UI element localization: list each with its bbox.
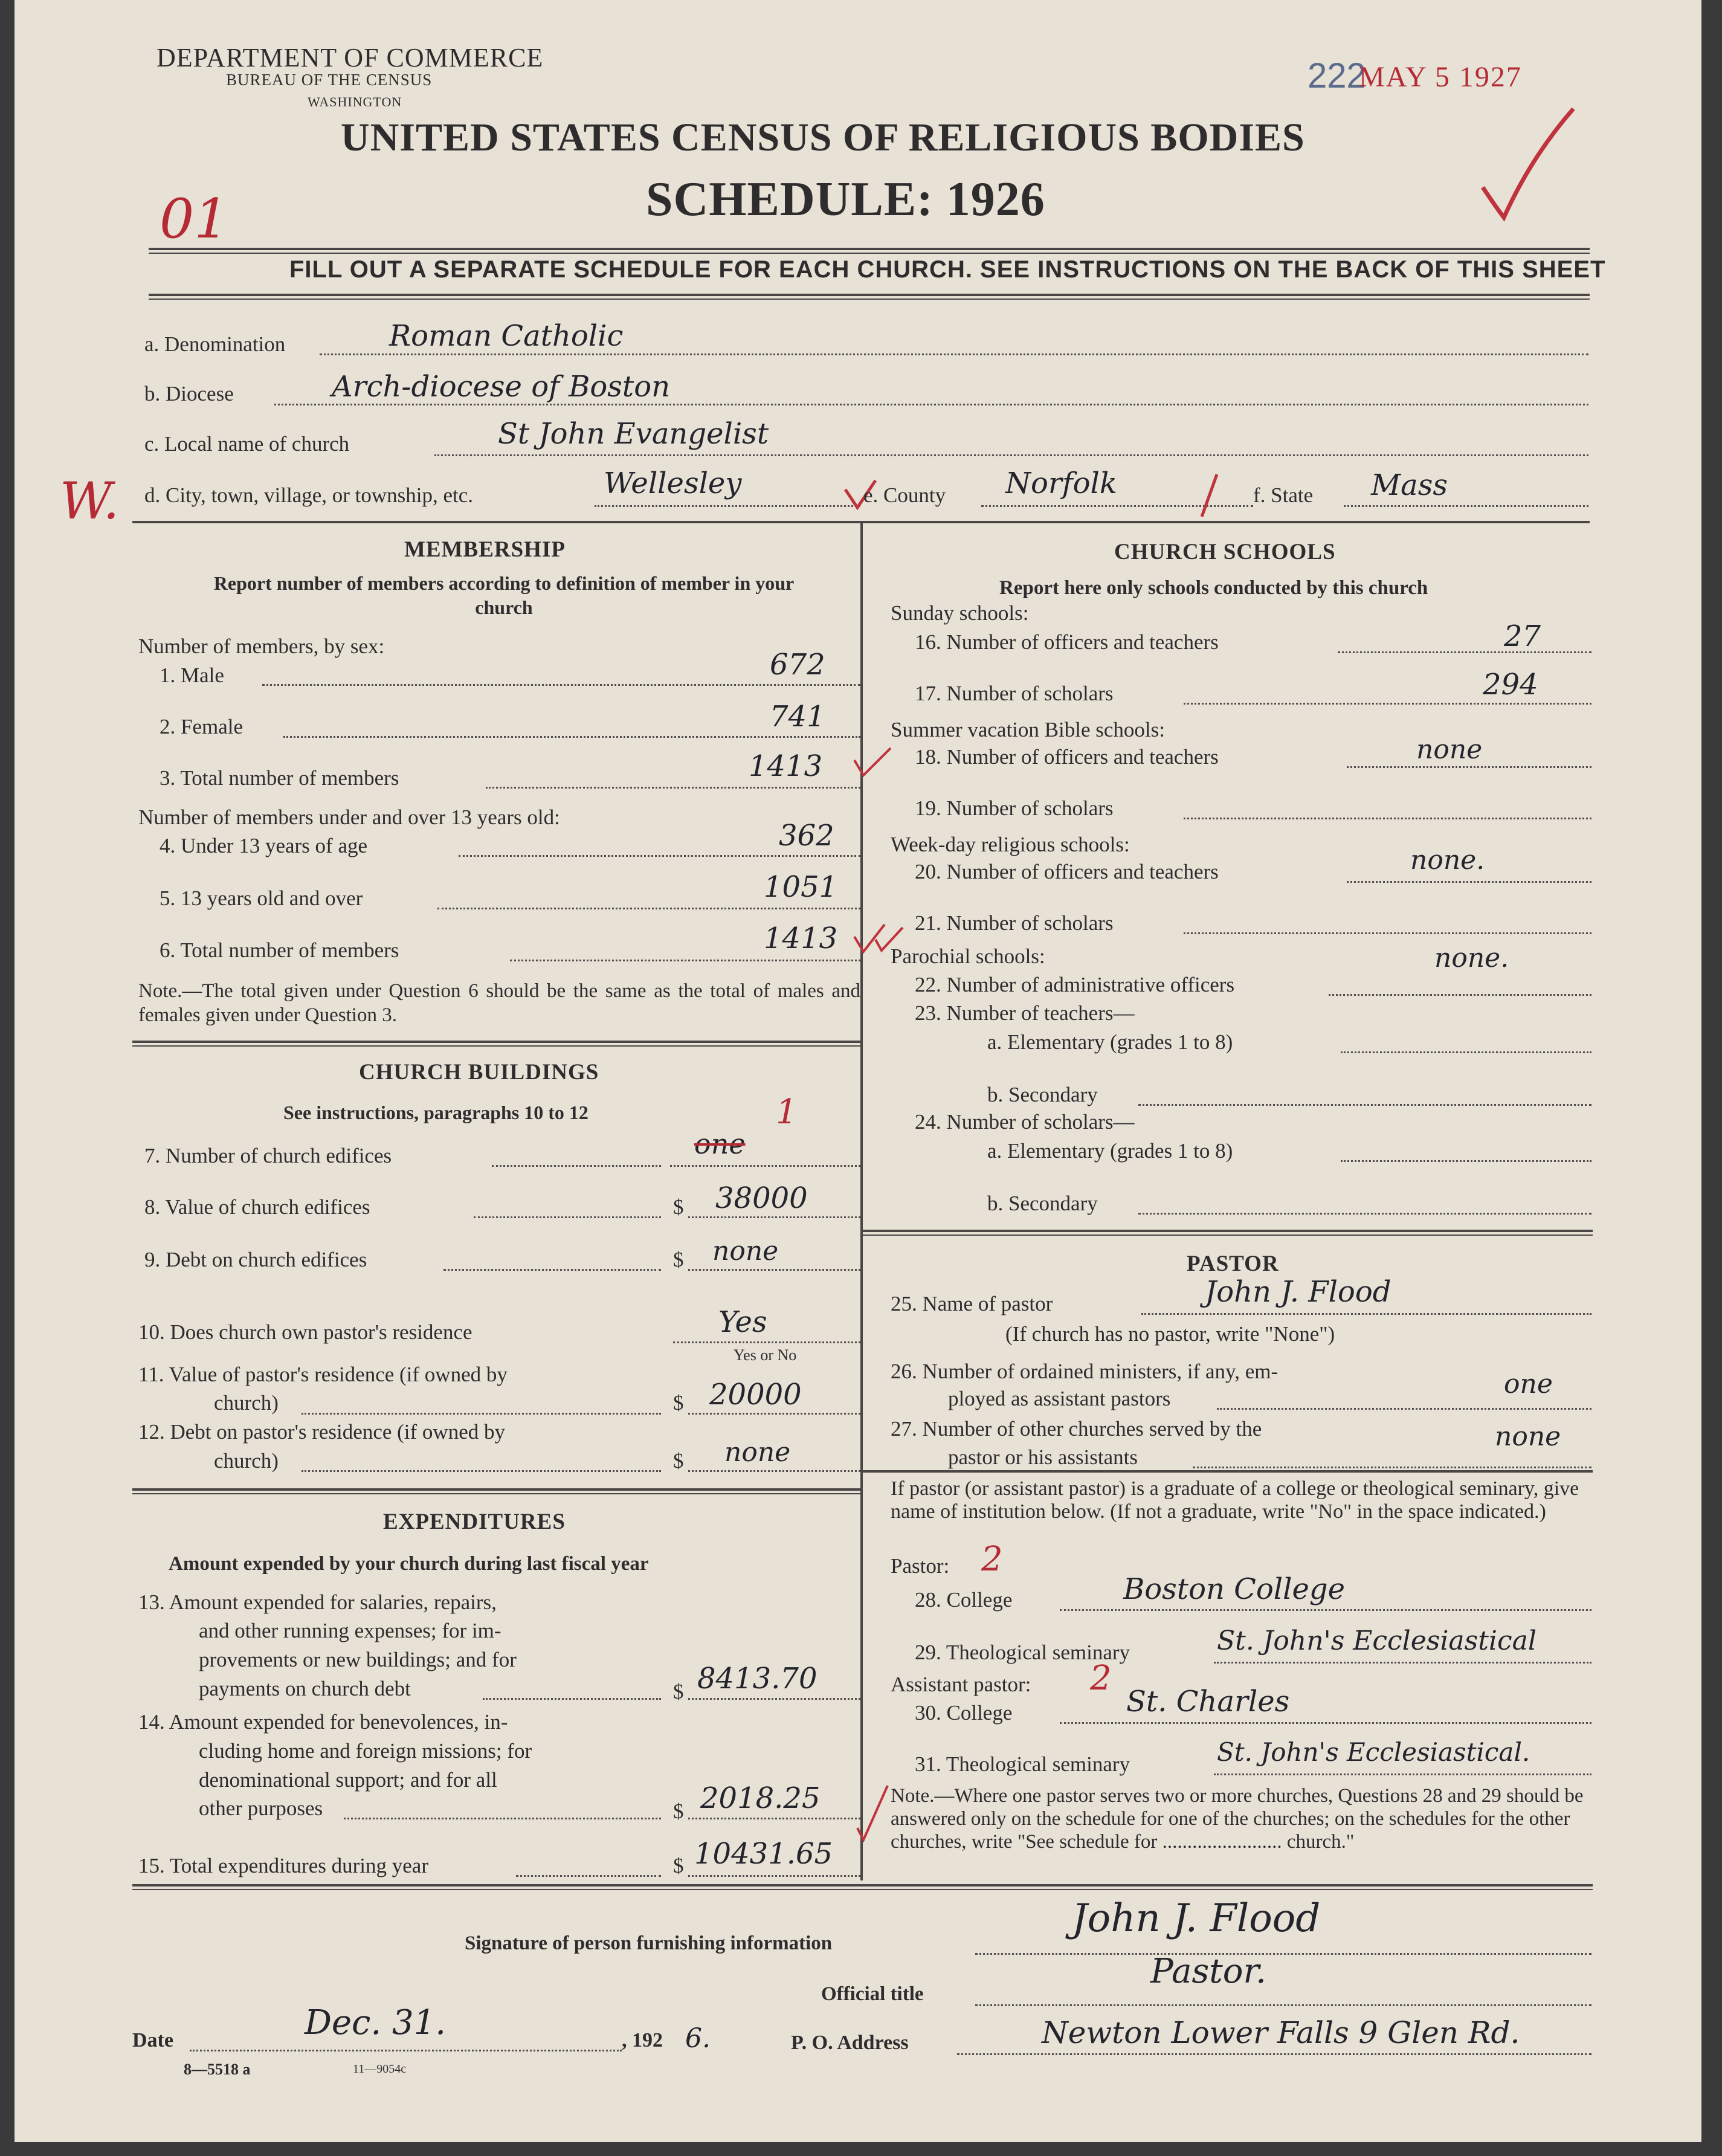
census-schedule-sheet — [15, 0, 1701, 2142]
q13-label-line4: payments on church debt — [199, 1677, 411, 1700]
signature-value[interactable]: John J. Flood — [1072, 1896, 1321, 1941]
q25-value[interactable]: John J. Flood — [1205, 1275, 1391, 1309]
q13-label-line3: provements or new buildings; and for — [199, 1648, 517, 1671]
bureau-heading: BUREAU OF THE CENSUS — [226, 71, 433, 89]
q8-value[interactable]: 38000 — [715, 1181, 808, 1215]
q18-value[interactable]: none — [1416, 734, 1483, 765]
q13-label-line1: 13. Amount expended for salaries, repairs, — [138, 1590, 497, 1614]
year-digit[interactable]: 6. — [685, 2023, 711, 2054]
q20-label: 20. Number of officers and teachers — [915, 860, 1219, 883]
q14-dollar: $ — [673, 1799, 684, 1823]
q14-label-line2: cluding home and foreign missions; for — [199, 1739, 532, 1763]
official-title-value[interactable]: Pastor. — [1150, 1952, 1266, 1991]
q4-value[interactable]: 362 — [779, 819, 834, 853]
membership-heading: MEMBERSHIP — [404, 537, 566, 562]
pastor-label: Pastor: — [891, 1554, 950, 1578]
q12-dollar: $ — [673, 1449, 684, 1473]
q5-label: 5. 13 years old and over — [160, 886, 363, 910]
pastor-heading: PASTOR — [1187, 1251, 1279, 1276]
age-intro-label: Number of members under and over 13 years old: — [138, 805, 560, 829]
q24-label: 24. Number of scholars— — [915, 1110, 1135, 1134]
q23-label: 23. Number of teachers— — [915, 1001, 1135, 1025]
department-heading: DEPARTMENT OF COMMERCE — [156, 43, 544, 73]
q29-label: 29. Theological seminary — [915, 1641, 1130, 1664]
print-number: 11—9054c — [353, 2062, 407, 2076]
q7-label: 7. Number of church edifices — [144, 1144, 392, 1167]
q11-label-cont: church) — [214, 1391, 279, 1415]
q17-value[interactable]: 294 — [1483, 668, 1538, 702]
q6-label: 6. Total number of members — [160, 938, 399, 962]
q14-label-line4: other purposes — [199, 1796, 323, 1820]
pastor-mark: 2 — [981, 1540, 1003, 1579]
assistant-pastor-mark: 2 — [1090, 1659, 1112, 1698]
q12-label-cont: church) — [214, 1449, 279, 1473]
city-value[interactable]: Wellesley — [604, 466, 742, 500]
members-by-sex-label: Number of members, by sex: — [138, 634, 385, 658]
q27-label-cont: pastor or his assistants — [948, 1445, 1138, 1469]
checkmark-icon — [854, 1783, 891, 1843]
assistant-pastor-label: Assistant pastor: — [891, 1673, 1031, 1696]
q2-value[interactable]: 741 — [770, 700, 825, 734]
q23a-label: a. Elementary (grades 1 to 8) — [987, 1030, 1233, 1054]
stamp-number: 222 — [1308, 56, 1366, 95]
q10-label: 10. Does church own pastor's residence — [138, 1320, 472, 1344]
form-number: 8—5518 a — [184, 2061, 251, 2078]
q3-value[interactable]: 1413 — [749, 749, 823, 783]
margin-mark-01: 01 — [160, 187, 229, 251]
parochial-value[interactable]: none. — [1434, 943, 1509, 973]
q9-value[interactable]: none — [712, 1236, 779, 1267]
summer-schools-label: Summer vacation Bible schools: — [891, 718, 1165, 741]
schools-heading: CHURCH SCHOOLS — [1114, 540, 1336, 564]
buildings-mark: 1 — [776, 1093, 798, 1132]
po-address-value[interactable]: Newton Lower Falls 9 Glen Rd. — [1042, 2015, 1520, 2050]
graduate-instruction: If pastor (or assistant pastor) is a graduate of a college or theological seminary, give name of institution below. (If not a graduate, write "No" in the space indicated.) — [891, 1477, 1579, 1523]
q31-value[interactable]: St. John's Ecclesiastical. — [1217, 1737, 1530, 1767]
q30-value[interactable]: St. Charles — [1126, 1685, 1290, 1719]
q3-label: 3. Total number of members — [160, 766, 399, 790]
state-label: f. State — [1253, 483, 1314, 507]
official-title-label: Official title — [821, 1983, 924, 2005]
q12-label: 12. Debt on pastor's residence (if owned by — [138, 1420, 505, 1444]
schools-intro: Report here only schools conducted by this church — [999, 577, 1428, 599]
weekday-schools-label: Week-day religious schools: — [891, 833, 1130, 856]
date-value[interactable]: Dec. 31. — [305, 2003, 447, 2042]
q8-label: 8. Value of church edifices — [144, 1195, 370, 1219]
q30-label: 30. College — [915, 1701, 1013, 1725]
q1-label: 1. Male — [160, 663, 224, 687]
checkmark-icon — [851, 742, 894, 778]
q10-value[interactable]: Yes — [718, 1305, 767, 1339]
q18-label: 18. Number of officers and teachers — [915, 745, 1219, 769]
q9-dollar: $ — [673, 1248, 684, 1271]
q13-value[interactable]: 8413.70 — [697, 1662, 817, 1696]
q7-value[interactable]: one — [694, 1128, 746, 1160]
q8-dollar: $ — [673, 1195, 684, 1219]
washington-heading: WASHINGTON — [308, 94, 402, 109]
q11-label: 11. Value of pastor's residence (if owned by — [138, 1363, 508, 1386]
instruction-line: FILL OUT A SEPARATE SCHEDULE FOR EACH CHURCH. SEE INSTRUCTIONS ON THE BACK OF THIS SHEET — [289, 256, 1606, 283]
q27-label: 27. Number of other churches served by the — [891, 1417, 1262, 1441]
q16-label: 16. Number of officers and teachers — [915, 630, 1219, 654]
expenditures-intro: Amount expended by your church during last fiscal year — [169, 1553, 649, 1575]
church-name-label: c. Local name of church — [144, 432, 350, 456]
checkmark-icon — [1196, 471, 1226, 520]
denomination-label: a. Denomination — [144, 332, 286, 356]
county-value[interactable]: Norfolk — [1005, 466, 1117, 500]
state-value[interactable]: Mass — [1371, 468, 1448, 502]
q14-label-line3: denominational support; and for all — [199, 1768, 497, 1792]
q21-label: 21. Number of scholars — [915, 911, 1114, 935]
q24a-label: a. Elementary (grades 1 to 8) — [987, 1139, 1233, 1163]
form-title: UNITED STATES CENSUS OF RELIGIOUS BODIES — [341, 115, 1305, 160]
membership-intro: Report number of members according to definition of member in your church — [213, 572, 795, 618]
po-address-label: P. O. Address — [791, 2032, 909, 2054]
q16-value[interactable]: 27 — [1504, 619, 1541, 653]
q11-dollar: $ — [673, 1391, 684, 1415]
q12-value[interactable]: none — [724, 1437, 791, 1468]
q28-value[interactable]: Boston College — [1123, 1572, 1346, 1606]
q6-value[interactable]: 1413 — [764, 921, 838, 955]
buildings-intro: See instructions, paragraphs 10 to 12 — [283, 1102, 589, 1123]
q28-label: 28. College — [915, 1588, 1013, 1612]
q1-value[interactable]: 672 — [770, 648, 825, 682]
buildings-heading: CHURCH BUILDINGS — [359, 1060, 599, 1085]
church-name-value[interactable]: St John Evangelist — [498, 417, 769, 451]
yes-or-no-hint: Yes or No — [734, 1346, 797, 1364]
q2-label: 2. Female — [160, 715, 243, 738]
q13-dollar: $ — [673, 1680, 684, 1703]
expenditures-heading: EXPENDITURES — [383, 1509, 566, 1534]
date-label: Date — [132, 2029, 173, 2051]
q17-label: 17. Number of scholars — [915, 682, 1114, 705]
q5-value[interactable]: 1051 — [764, 870, 838, 904]
parochial-schools-label: Parochial schools: — [891, 944, 1045, 968]
q11-value[interactable]: 20000 — [709, 1378, 802, 1412]
q26-value[interactable]: one — [1504, 1369, 1553, 1399]
q26-label: 26. Number of ordained ministers, if any, em- — [891, 1360, 1279, 1383]
sunday-schools-label: Sunday schools: — [891, 601, 1029, 625]
q4-label: 4. Under 13 years of age — [160, 834, 368, 857]
q26-label-cont: ployed as assistant pastors — [948, 1387, 1171, 1410]
q22-label: 22. Number of administrative officers — [915, 973, 1235, 996]
q9-label: 9. Debt on church edifices — [144, 1248, 367, 1271]
q14-value[interactable]: 2018.25 — [700, 1781, 821, 1815]
checkmark-icon — [1477, 103, 1579, 224]
q20-value[interactable]: none. — [1410, 845, 1485, 876]
q13-label-line2: and other running expenses; for im- — [199, 1619, 501, 1642]
year-prefix: , 192 — [622, 2029, 663, 2051]
denomination-value[interactable]: Roman Catholic — [389, 319, 624, 353]
q27-value[interactable]: none — [1495, 1421, 1561, 1452]
q25-label: 25. Name of pastor — [891, 1292, 1053, 1315]
diocese-value[interactable]: Arch-diocese of Boston — [332, 370, 671, 404]
q15-value[interactable]: 10431.65 — [694, 1837, 833, 1871]
county-label: e. County — [863, 483, 946, 507]
q31-label: 31. Theological seminary — [915, 1752, 1130, 1776]
q25-note: (If church has no pastor, write "None") — [1005, 1322, 1335, 1346]
q23b-label: b. Secondary — [987, 1083, 1098, 1106]
q14-label-line1: 14. Amount expended for benevolences, in- — [138, 1710, 508, 1734]
q24b-label: b. Secondary — [987, 1192, 1098, 1215]
q29-value[interactable]: St. John's Ecclesiastical — [1217, 1625, 1537, 1656]
q19-label: 19. Number of scholars — [915, 796, 1114, 820]
q15-dollar: $ — [673, 1854, 684, 1877]
diocese-label: b. Diocese — [144, 382, 234, 405]
pastor-note: Note.—Where one pastor serves two or more churches, Questions 28 and 29 should be answered only on the schedule for one of the churches; on the schedules for the other churches, write "See schedule for ........................ church." — [891, 1785, 1584, 1853]
margin-mark-w: W. — [60, 471, 120, 531]
signature-label: Signature of person furnishing information — [465, 1932, 833, 1954]
membership-note: Note.—The total given under Question 6 should be the same as the total of males and females given under Question 3. — [138, 980, 860, 1026]
q15-label: 15. Total expenditures during year — [138, 1854, 428, 1877]
city-label: d. City, town, village, or township, etc. — [144, 483, 474, 507]
schedule-title: SCHEDULE: 1926 — [646, 173, 1045, 226]
received-date-stamp: MAY 5 1927 — [1359, 61, 1522, 93]
